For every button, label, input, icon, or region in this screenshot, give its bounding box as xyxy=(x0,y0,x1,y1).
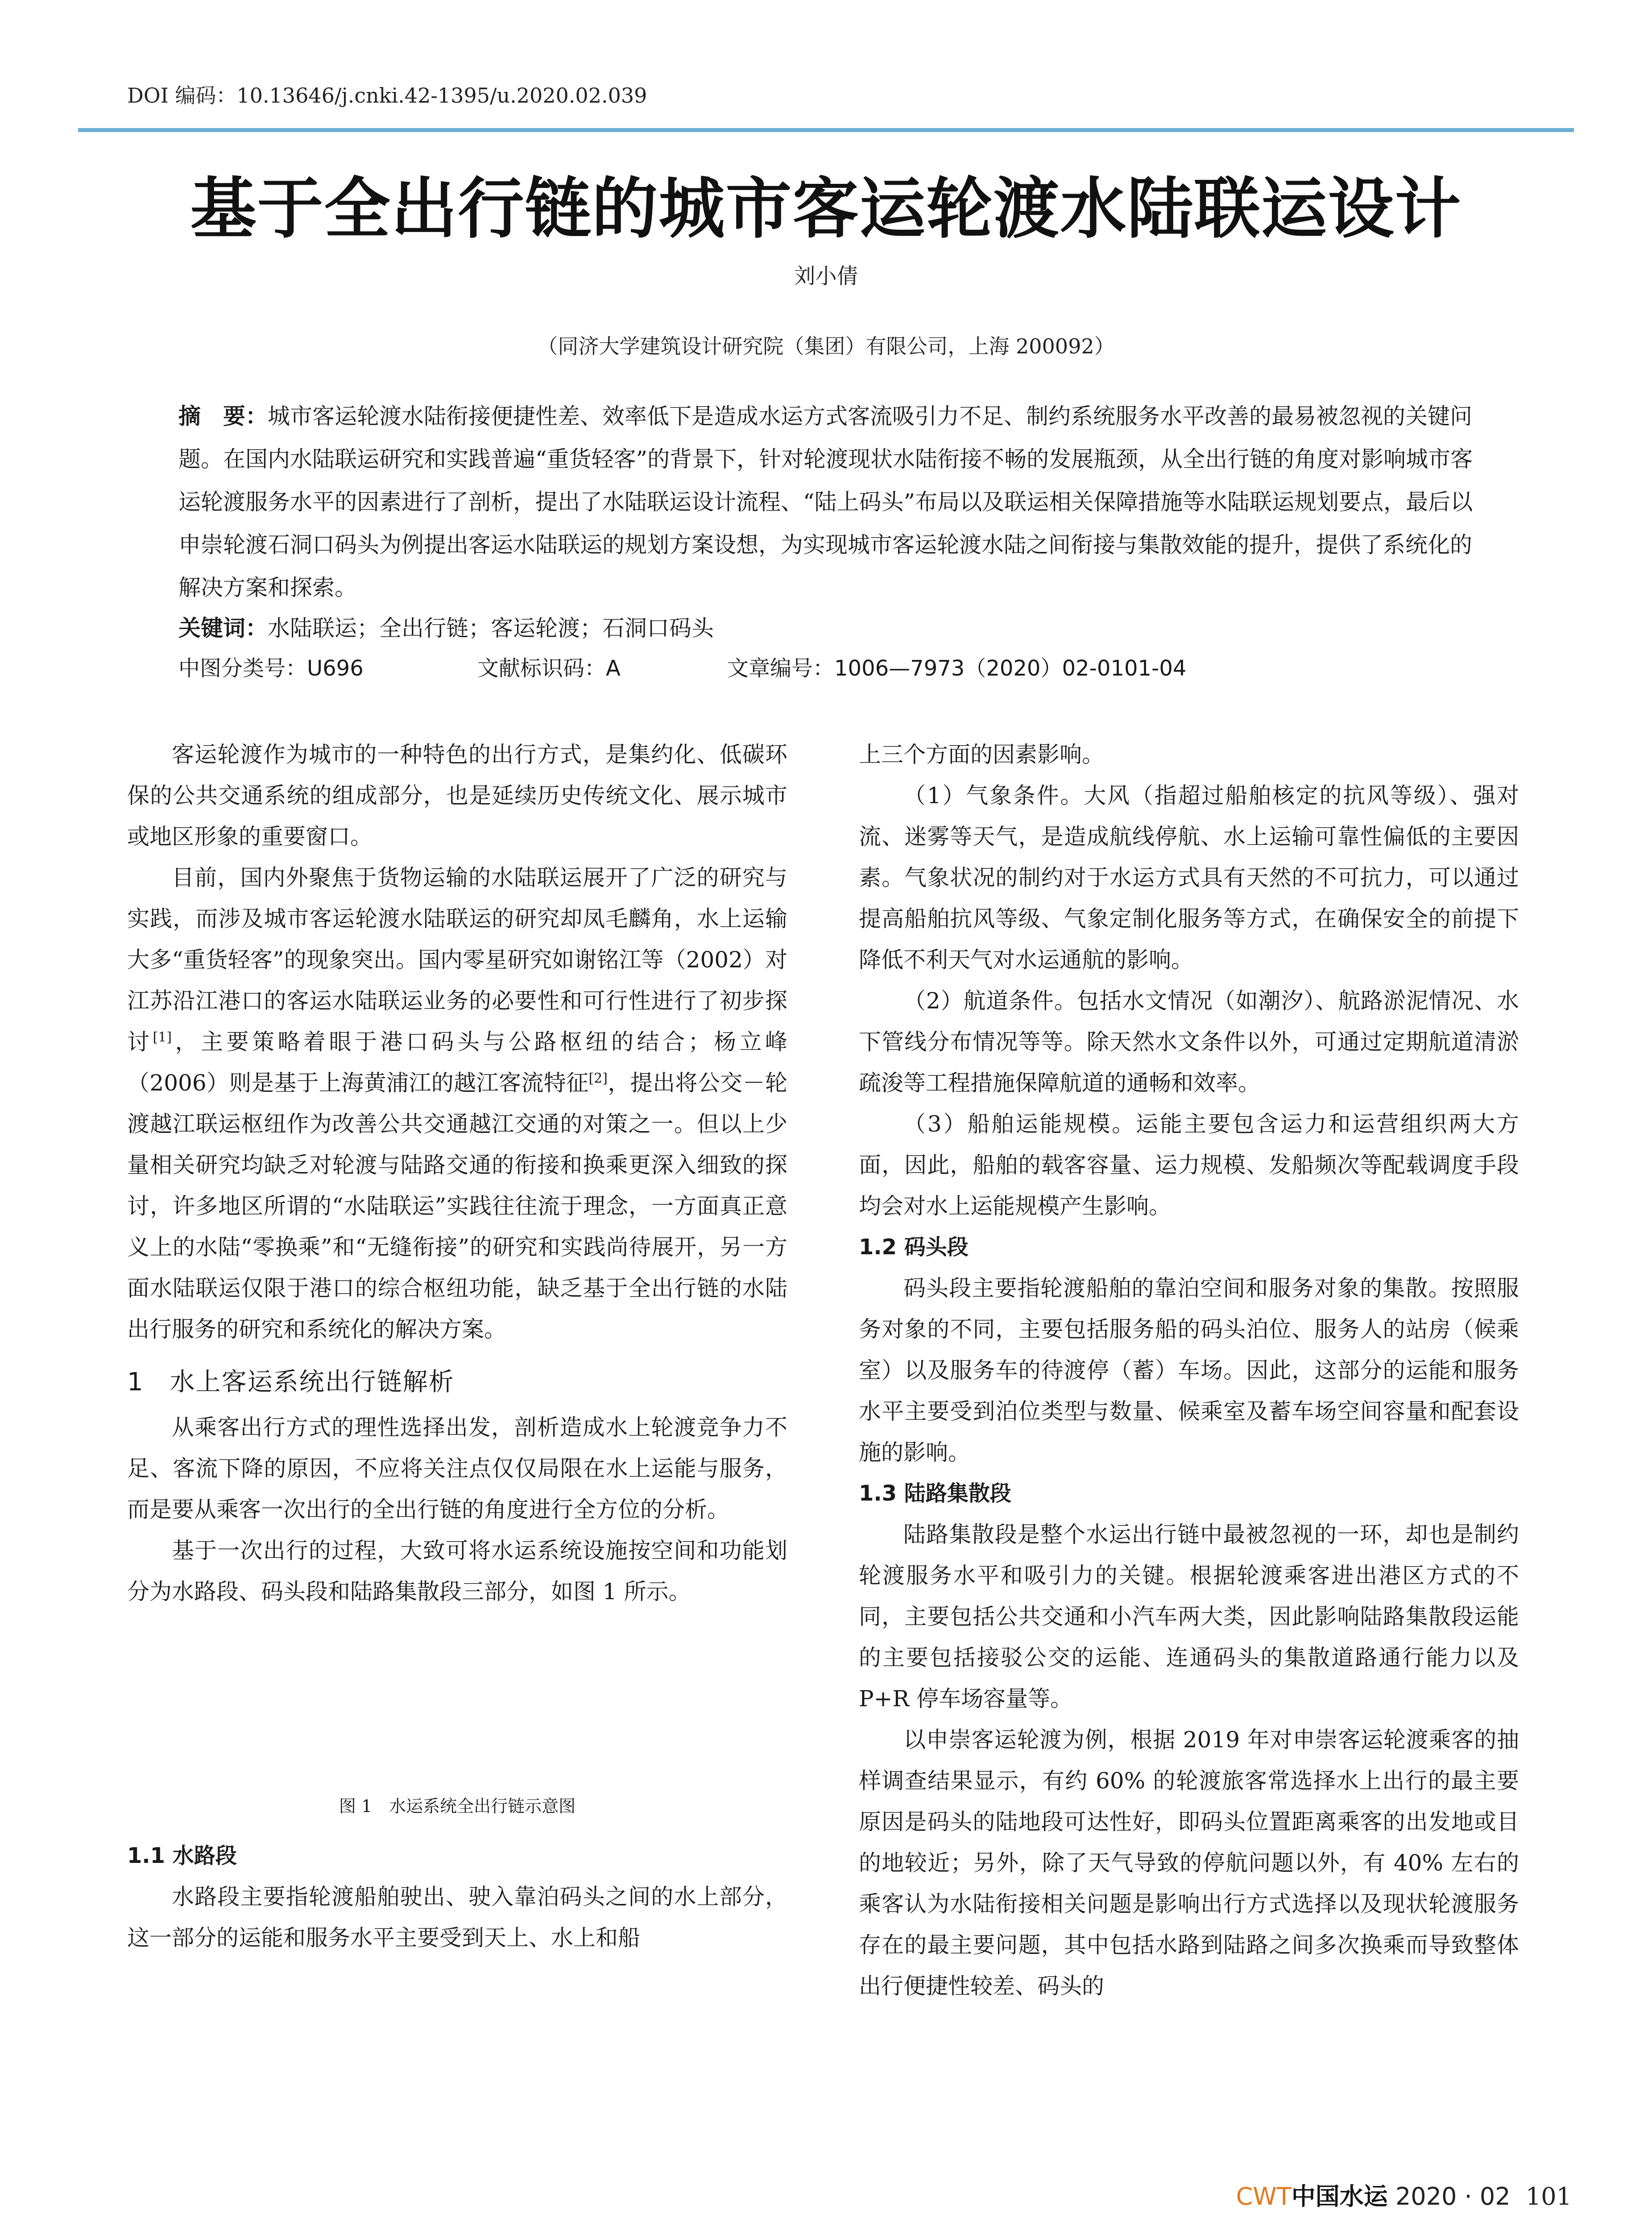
paragraph xyxy=(127,857,787,1350)
abstract-text: 城市客运轮渡水陆衔接便捷性差、效率低下是造成水运方式客流吸引力不足、制约系统服务水平改善的最易被忽视的关键问题。在国内水陆联运研究和实践普遍“重货轻客”的背景下，针对轮渡现状水陆衔接不畅的发展瓶颈，从全出行链的角度对影响城市客运轮渡服务水平的因素进行了剖析，提出了水陆联运设计流程、“陆上码头”布局以及联运相关保障措施等水陆联运规划要点，最后以申崇轮渡石洞口码头为例提出客运水陆联运的规划方案设想，为实现城市客运轮渡水陆之间衔接与集散效能的提升，提供了系统化的解决方案和探索。 xyxy=(178,403,1473,601)
paragraph: 上三个方面的因素影响。 xyxy=(859,742,1104,767)
abstract xyxy=(178,395,1474,609)
abstract-label: 摘 要： xyxy=(178,403,268,429)
reference-marker: [2] xyxy=(588,1070,608,1086)
article-title: 基于全出行链的城市客运轮渡水陆联运设计 xyxy=(190,170,1462,247)
subsection-heading: 1.2 码头段 xyxy=(859,1235,969,1260)
affiliation: （同济大学建筑设计研究院（集团）有限公司，上海 200092） xyxy=(537,334,1115,358)
author-name: 刘小倩 xyxy=(794,264,858,289)
figure-caption: 图 1 水运系统全出行链示意图 xyxy=(339,1796,576,1816)
journal-brand-cn: 中国水运 xyxy=(1291,2182,1388,2210)
paragraph-text: ，主要策略着眼于港口码头与公路枢纽的结合；杨立峰（2006）则是基于上海黄浦江的越江客流特征 xyxy=(127,1029,787,1096)
paragraph: 客运轮渡作为城市的一种特色的出行方式，是集约化、低碳环保的公共交通系统的组成部分，也是延续历史传统文化、展示城市或地区形象的重要窗口。 xyxy=(127,742,787,850)
left-column xyxy=(127,734,787,1958)
section-heading: 1 水上客运系统出行链解析 xyxy=(127,1368,455,1397)
header-rule xyxy=(78,128,1574,132)
page-number: 101 xyxy=(1525,2182,1572,2210)
figure-area xyxy=(127,1612,787,1786)
paragraph-text: 目前，国内外聚焦于货物运输的水陆联运展开了广泛的研究与实践，而涉及城市客运轮渡水陆联运的研究却凤毛麟角，水上运输大多“重货轻客”的现象突出。国内零星研究如谢铭江等（2002）对江苏沿江港口的客运水陆联运业务的必要性和可行性进行了初步探讨 xyxy=(127,865,787,1055)
journal-brand-en: CWT xyxy=(1236,2182,1292,2210)
reference-marker: [1] xyxy=(153,1029,172,1045)
keywords-label: 关键词： xyxy=(178,615,268,641)
classification-line xyxy=(178,647,1474,690)
paragraph: 从乘客出行方式的理性选择出发，剖析造成水上轮渡竞争力不足、客流下降的原因，不应将关注点仅仅局限在水上运能与服务，而是要从乘客一次出行的全出行链的角度进行全方位的分析。 xyxy=(127,1414,787,1522)
subsection-heading: 1.1 水路段 xyxy=(127,1843,237,1868)
paragraph: 水路段主要指轮渡船舶驶出、驶入靠泊码头之间的水上部分，这一部分的运能和服务水平主要受到天上、水上和船 xyxy=(127,1884,787,1951)
paragraph: （2）航道条件。包括水文情况（如潮汐）、航路淤泥情况、水下管线分布情况等等。除天然水文条件以外，可通过定期航道清淤疏浚等工程措施保障航道的通畅和效率。 xyxy=(859,988,1519,1096)
subsection-heading: 1.3 陆路集散段 xyxy=(859,1481,1011,1506)
paragraph: 码头段主要指轮渡船舶的靠泊空间和服务对象的集散。按照服务对象的不同，主要包括服务船的码头泊位、服务人的站房（候乘室）以及服务车的待渡停（蓄）车场。因此，这部分的运能和服务水平主要受到泊位类型与数量、候乘室及蓄车场空间容量和配套设施的影响。 xyxy=(859,1275,1519,1465)
paragraph: （3）船舶运能规模。运能主要包含运力和运营组织两大方面，因此，船舶的载客容量、运力规模、发船频次等配载调度手段均会对水上运能规模产生影响。 xyxy=(859,1111,1519,1219)
right-column xyxy=(859,734,1519,2007)
paragraph: （1）气象条件。大风（指超过船舶核定的抗风等级）、强对流、迷雾等天气，是造成航线停航、水上运输可靠性偏低的主要因素。气象状况的制约对于水运方式具有天然的不可抗力，可以通过提高船舶抗风等级、气象定制化服务等方式，在确保安全的前提下降低不利天气对水运通航的影响。 xyxy=(859,783,1519,973)
paragraph: 以申崇客运轮渡为例，根据 2019 年对申崇客运轮渡乘客的抽样调查结果显示，有约 60% 的轮渡旅客常选择水上出行的最主要原因是码头的陆地段可达性好，即码头位置距离乘客的出发地或目的地较近；另外，除了天气导致的停航问题以外，有 40% 左右的乘客认为水陆衔接相关问题是影响出行方式选择以及现状轮渡服务存在的最主要问题，其中包括水路到陆路之间多次换乘而导致整体出行便捷性较差、码头的 xyxy=(859,1727,1519,1999)
paragraph: 陆路集散段是整个水运出行链中最被忽视的一环，却也是制约轮渡服务水平和吸引力的关键。根据轮渡乘客进出港区方式的不同，主要包括公共交通和小汽车两大类，因此影响陆路集散段运能的主要包括接驳公交的运能、连通码头的集散道路通行能力以及 P+R 停车场容量等。 xyxy=(859,1522,1519,1712)
document-code: 文献标识码：A xyxy=(477,656,621,681)
paragraph: 基于一次出行的过程，大致可将水运系统设施按空间和功能划分为水路段、码头段和陆路集散段三部分，如图 1 所示。 xyxy=(127,1538,787,1605)
article-number: 文章编号：1006—7973（2020）02-0101-04 xyxy=(727,656,1187,681)
doi-header: DOI 编码：10.13646/j.cnki.42-1395/u.2020.02.039 xyxy=(127,83,647,108)
clc-number: 中图分类号：U696 xyxy=(178,656,364,681)
journal-issue: 2020 · 02 xyxy=(1395,2182,1511,2210)
keywords xyxy=(178,607,1474,650)
keywords-text: 水陆联运；全出行链；客运轮渡；石洞口码头 xyxy=(268,615,714,641)
page-footer xyxy=(1236,2177,1572,2212)
paragraph-text: ，提出将公交－轮渡越江联运枢纽作为改善公共交通越江交通的对策之一。但以上少量相关研究均缺乏对轮渡与陆路交通的衔接和换乘更深入细致的探讨，许多地区所谓的“水陆联运”实践往往流于理念，一方面真正意义上的水陆“零换乘”和“无缝衔接”的研究和实践尚待展开，另一方面水陆联运仅限于港口的综合枢纽功能，缺乏基于全出行链的水陆出行服务的研究和系统化的解决方案。 xyxy=(127,1070,788,1342)
